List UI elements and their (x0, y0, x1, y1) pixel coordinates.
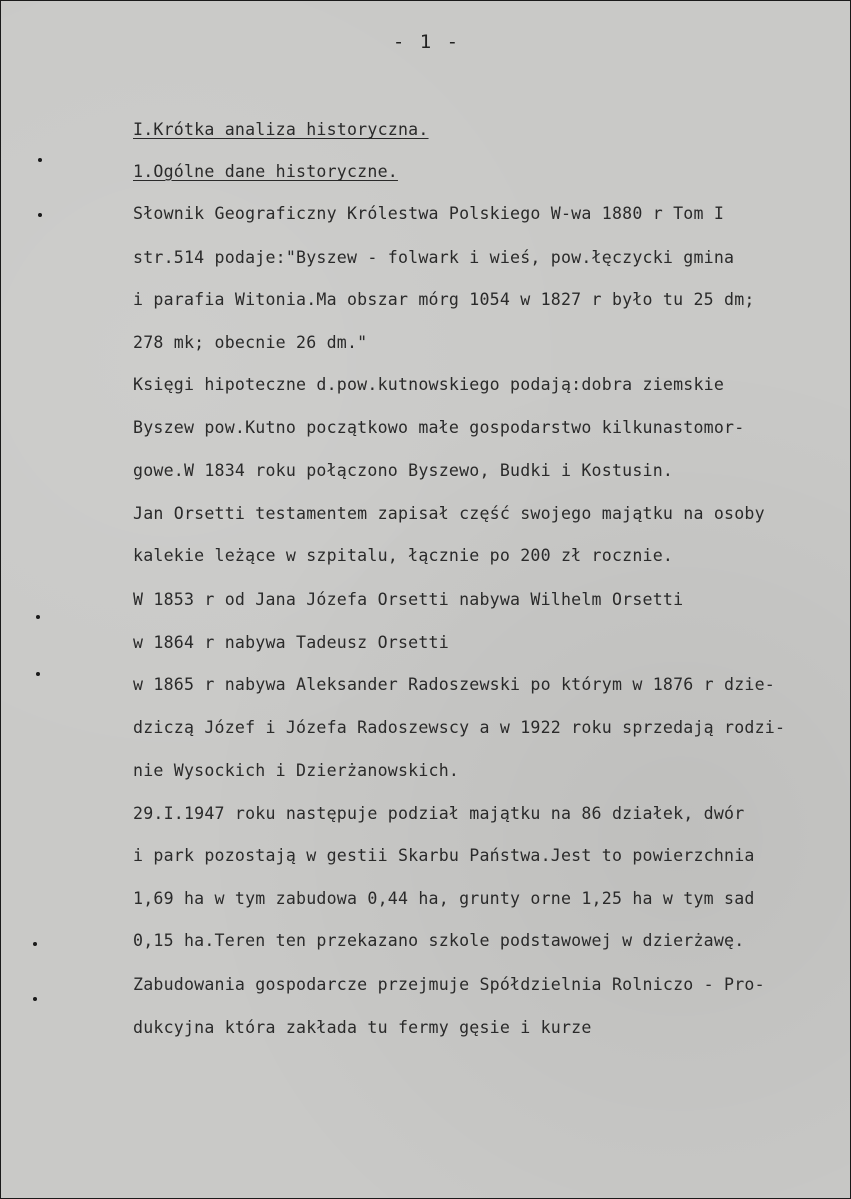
punch-mark (33, 942, 37, 946)
text-line: nie Wysockich i Dzierżanowskich. (133, 761, 460, 780)
text-line: 0,15 ha.Teren ten przekazano szkole podstawowej w dzierżawę. (133, 931, 745, 950)
page-number: - 1 - (392, 31, 461, 53)
text-line: dziczą Józef i Józefa Radoszewscy a w 1922 roku sprzedają rodzi- (133, 718, 786, 737)
text-line: gowe.W 1834 roku połączono Byszewo, Budki i Kostusin. (133, 461, 674, 480)
text-line: dukcyjna która zakłada tu fermy gęsie i kurze (133, 1018, 592, 1037)
subsection-heading: 1.Ogólne dane historyczne. (133, 162, 398, 181)
text-line: Zabudowania gospodarcze przejmuje Spółdzielnia Rolniczo - Pro- (133, 975, 765, 994)
text-line: kalekie leżące w szpitalu, łącznie po 200 zł rocznie. (133, 546, 674, 565)
punch-mark (36, 615, 40, 619)
text-line: Byszew pow.Kutno początkowo małe gospodarstwo kilkunastomor- (133, 418, 745, 437)
text-line: i parafia Witonia.Ma obszar mórg 1054 w 1827 r było tu 25 dm; (133, 290, 755, 309)
punch-mark (38, 158, 42, 162)
text-line: 29.I.1947 roku następuje podział majątku na 86 działek, dwór (133, 804, 745, 823)
text-line: 278 mk; obecnie 26 dm." (133, 333, 368, 352)
punch-mark (33, 997, 37, 1001)
text-line: w 1865 r nabywa Aleksander Radoszewski po którym w 1876 r dzie- (133, 675, 775, 694)
text-line: Słownik Geograficzny Królestwa Polskiego W-wa 1880 r Tom I (133, 204, 725, 223)
text-line: str.514 podaje:"Byszew - folwark i wieś, pow.łęczycki gmina (133, 248, 735, 267)
text-line: Jan Orsetti testamentem zapisał część swojego majątku na osoby (133, 504, 765, 523)
punch-mark (36, 672, 40, 676)
text-line: w 1864 r nabywa Tadeusz Orsetti (133, 633, 449, 652)
text-line: i park pozostają w gestii Skarbu Państwa.Jest to powierzchnia (133, 846, 755, 865)
punch-mark (38, 213, 42, 217)
text-line: Księgi hipoteczne d.pow.kutnowskiego podają:dobra ziemskie (133, 375, 725, 394)
section-heading: I.Krótka analiza historyczna. (133, 120, 429, 139)
text-line: W 1853 r od Jana Józefa Orsetti nabywa Wilhelm Orsetti (133, 590, 684, 609)
text-line: 1,69 ha w tym zabudowa 0,44 ha, grunty orne 1,25 ha w tym sad (133, 889, 755, 908)
